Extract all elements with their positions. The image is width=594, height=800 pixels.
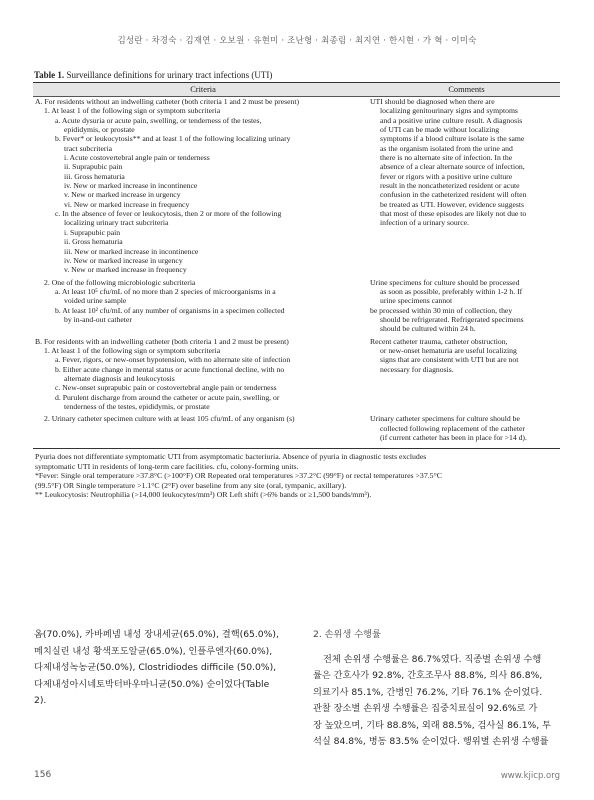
table-header-row [33, 82, 560, 97]
comments-line: localizing genitourinary signs and symptoms [380, 106, 518, 116]
comments-line: symptoms if a blood culture isolate is the same [380, 134, 525, 144]
header-criteria: Criteria [190, 85, 216, 94]
body-line: 석실 84.8%, 병동 83.5% 순이었다. 행위별 손위생 수행률 [313, 736, 549, 747]
comments-line: of UTI can be made without localizing [380, 125, 500, 135]
comments-line: should be cultured within 24 h. [380, 324, 476, 334]
criteria-line: ii. Gross hematuria [64, 237, 123, 247]
table-body [33, 97, 560, 442]
criteria-line: d. Purulent discharge from around the catheter or acute pain, swelling, or [55, 392, 280, 402]
criteria-line: b. At least 10² cfu/mL of any number of organisms in a specimen collected [55, 305, 285, 315]
body-line: 메치실린 내성 황색포도알균(65.0%), 인플루엔자(60.0%), [34, 645, 273, 657]
footnote-line: symptomatic UTI in residents of long-term care facilities. cfu, colony-forming units. [35, 461, 299, 471]
surveillance-table [33, 82, 560, 500]
footnote-line: ** Leukocytosis: Neutrophilia (>14,000 leukocytes/mm³) OR Left shift (>6% bands or ≥1,500 bands/mm³). [35, 490, 372, 500]
criteria-line: b. Either acute change in mental status or acute functional decline, with no [55, 364, 285, 374]
footnote-line: *Fever: Single oral temperature >37.8°C (>100°F) OR Repeated oral temperatures >37.2°C (99°F) or rectal temperatures >37.5°C [35, 471, 442, 481]
page-number: 156 [34, 770, 52, 780]
comments-line: fever or rigors with a positive urine culture [380, 171, 513, 181]
criteria-line: 1. At least 1 of the following sign or symptom subcriteria [44, 106, 221, 116]
criteria-cell [33, 278, 370, 334]
footnote-line: (99.5°F) OR Single temperature >1.1°C (2°F) over baseline from any site (oral, tympanic, axillary). [35, 480, 347, 490]
criteria-line: alternate diagnosis and leukocytosis [64, 373, 175, 383]
comments-line: Urinary catheter specimens for culture should be [370, 414, 520, 424]
table-row [33, 414, 560, 442]
criteria-line: iv. New or marked increase in incontinence [64, 181, 198, 191]
table-row [33, 278, 560, 334]
comments-line: as the organism isolated from the urine and [380, 143, 513, 153]
comments-line: confusion in the catheterized resident will often [380, 190, 527, 200]
criteria-line: i. Suprapubic pain [64, 227, 121, 237]
section-heading: 2. 손위생 수행률 [313, 629, 381, 640]
criteria-line: iii. Gross hematuria [64, 171, 125, 181]
criteria-cell [33, 97, 370, 275]
criteria-line: 2. One of the following microbiologic subcriteria [44, 277, 196, 287]
criteria-line: localizing urinary tract subcriteria [64, 218, 169, 228]
body-line: 다제내성녹농균(50.0%), Clostridiodes difficile (50.0%), [34, 662, 277, 673]
criteria-line: tenderness of the testes, epididymis, or prostate [64, 402, 210, 411]
criteria-line: c. In the absence of fever or leukocytosis, then 2 or more of the following [55, 209, 282, 219]
body-line: 전체 손위생 수행률은 86.7%였다. 직종별 손위생 수행 [323, 653, 542, 665]
footnote-line: Pyuria does not differentiate symptomatic UTI from asymptomatic bacteriuria. Absence of pyuria in diagnostic tests excludes [35, 452, 427, 462]
comments-line: signs that are consistent with UTI but are not [380, 355, 519, 365]
criteria-cell [33, 414, 370, 442]
criteria-line: A. For residents without an indwelling catheter (both criteria 1 and 2 must be present) [35, 97, 300, 106]
criteria-line: B. For residents with an indwelling catheter (both criteria 1 and 2 must be present) [35, 336, 289, 346]
comments-line: there is no alternate site of infection. In the [380, 153, 513, 163]
header-comments: Comments [448, 85, 485, 94]
criteria-line: vi. New or marked increase in frequency [64, 199, 190, 209]
criteria-line: a. Fever, rigors, or new-onset hypotension, with no alternate site of infection [55, 355, 291, 365]
comments-line: or new-onset hematuria are useful localizing [380, 345, 517, 355]
comments-cell [370, 337, 560, 412]
body-line: 옴(70.0%), 카바페넴 내성 장내세균(65.0%), 결핵(65.0%), [34, 629, 279, 640]
body-line: 2). [34, 695, 47, 706]
comments-line: UTI should be diagnosed when there are [370, 97, 495, 106]
criteria-line: v. New or marked increase in frequency [64, 265, 187, 275]
criteria-line: ii. Suprapubic pain [64, 162, 123, 172]
table-row [33, 97, 560, 275]
body-line: 장 높았으며, 기타 88.8%, 외래 88.5%, 검사실 86.1%, 투 [313, 719, 551, 731]
criteria-line: epididymis, or prostate [64, 125, 135, 135]
body-text-right-column [313, 627, 563, 751]
comments-line: be treated as UTI. However, evidence suggests [380, 199, 524, 209]
comments-line: result in the noncatheterized resident or acute [380, 181, 520, 191]
criteria-line: tract subcriteria [64, 143, 113, 153]
criteria-line: by in-and-out catheter [64, 314, 132, 324]
table-caption-text: Surveillance definitions for urinary tract infections (UTI) [64, 70, 273, 80]
comments-line: that most of these episodes are likely not due to [380, 209, 527, 219]
comments-cell [370, 278, 560, 334]
table-caption-label: Table 1. [34, 70, 65, 80]
running-head-authors: 김성란 · 차경숙 · 김재연 · 오보원 · 유현미 · 조난형 · 최종림 · 최지연 · 한시현 · 가 혁 · 이미숙 [117, 36, 477, 46]
comments-line: Recent catheter trauma, catheter obstruction, [370, 336, 508, 346]
comments-line: be processed within 30 min of collection, they [370, 305, 513, 315]
journal-url: www.kjicp.org [500, 771, 560, 781]
body-line: 관찰 장소별 손위생 수행률은 집중치료실이 92.6%로 가 [313, 703, 538, 714]
criteria-line: b. Fever* or leukocytosis** and at least 1 of the following localizing urinary [55, 134, 291, 144]
criteria-line: voided urine sample [64, 296, 127, 306]
criteria-line: v. New or marked increase in urgency [64, 190, 181, 200]
criteria-line: iv. New or marked increase in urgency [64, 255, 183, 265]
table-row [33, 337, 560, 412]
criteria-line: a. At least 10⁵ cfu/mL of no more than 2 species of microorganisms in a [55, 286, 276, 296]
table-footnotes [33, 449, 560, 500]
body-line: 의료기사 85.1%, 간병인 76.2%, 기타 76.1% 순이었다. [313, 686, 543, 698]
comments-line: as soon as possible, preferably within 1-2 h. If [380, 286, 523, 296]
comments-line: Urine specimens for culture should be processed [370, 277, 520, 287]
comments-line: and a positive urine culture result. A diagnosis [380, 115, 523, 125]
body-line: 다제내성아시네토박터바우마니균(50.0%) 순이었다(Table [34, 678, 270, 690]
criteria-line: 2. Urinary catheter specimen culture with at least 105 cfu/mL of any organism (s) [44, 414, 295, 424]
criteria-cell [33, 337, 370, 412]
table-caption [34, 70, 272, 80]
comments-line: absence of a clear alternate source of infection, [380, 162, 525, 172]
comments-line: should be refrigerated. Refrigerated specimens [380, 314, 524, 324]
body-line: 률은 간호사가 92.8%, 간호조무사 88.8%, 의사 86.8%, [313, 670, 543, 681]
criteria-line: c. New-onset suprapubic pain or costovertebral angle pain or tenderness [55, 383, 277, 393]
criteria-line: iii. New or marked increase in incontinence [64, 246, 199, 256]
section-paragraph [313, 652, 563, 751]
comments-line: infection of a urinary source. [380, 218, 470, 228]
criteria-line: i. Acute costovertebral angle pain or tenderness [64, 153, 210, 163]
criteria-line: 1. At least 1 of the following sign or symptom subcriteria [44, 345, 221, 355]
criteria-line: a. Acute dysuria or acute pain, swelling, or tenderness of the testes, [55, 115, 262, 125]
comments-line: necessary for diagnosis. [380, 364, 454, 374]
comments-line: (if current catheter has been in place for >14 d). [380, 433, 527, 443]
comments-cell [370, 97, 560, 275]
body-text-left-column [34, 627, 284, 710]
comments-cell [370, 414, 560, 442]
comments-line: urine specimens cannot [380, 296, 453, 306]
comments-line: collected following replacement of the catheter [380, 423, 525, 433]
